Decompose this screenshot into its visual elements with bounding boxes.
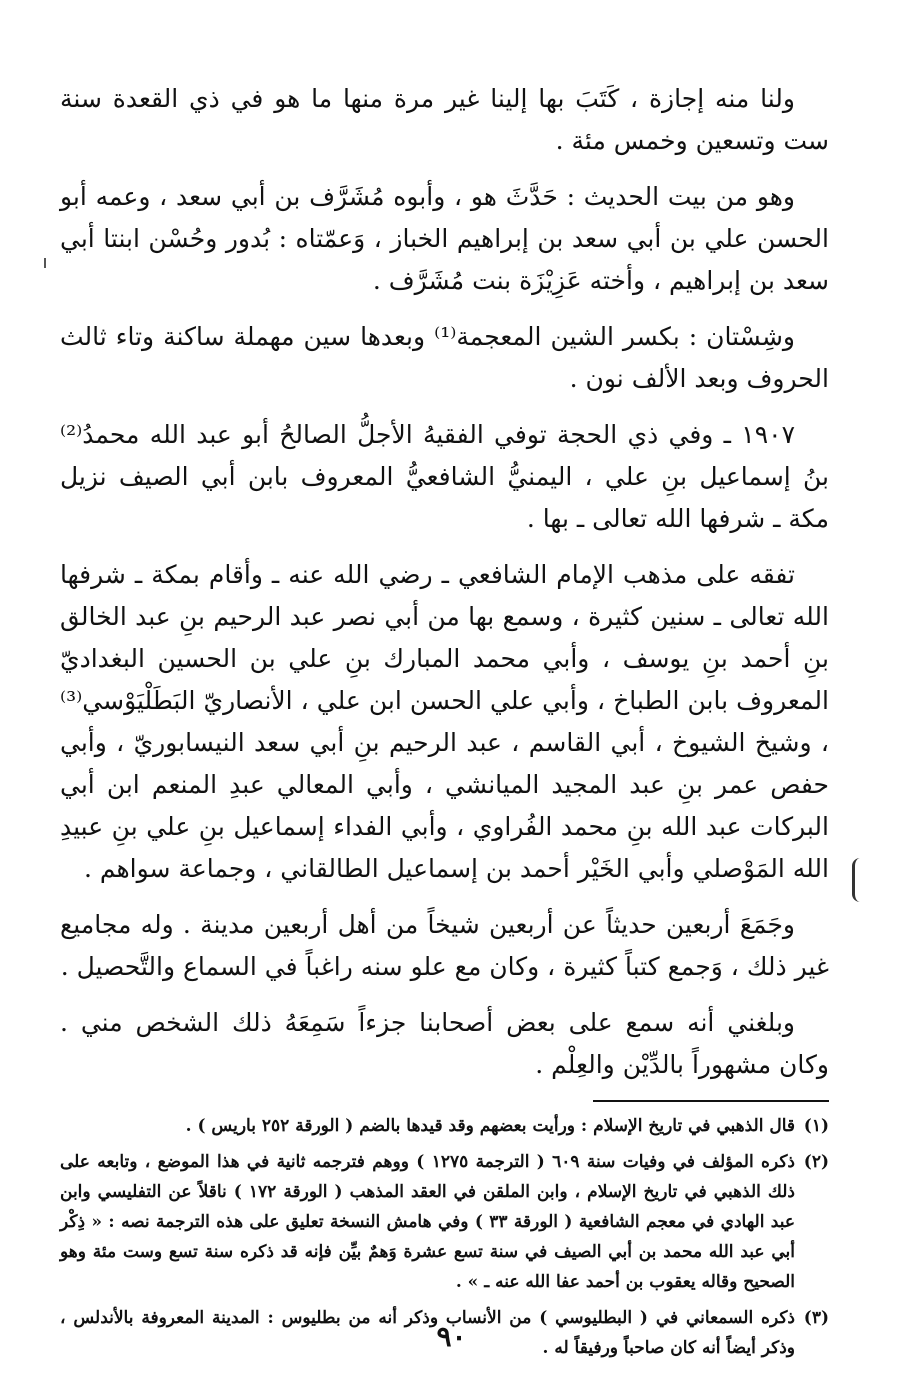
footnote-divider-wrap bbox=[60, 1100, 829, 1101]
footnote-number: (٣) bbox=[803, 1308, 829, 1328]
footnote-text: قال الذهبي في تاريخ الإسلام : ورأيت بعضهم وقد قيدها بالضم ( الورقة ٢٥٢ باريس ) . bbox=[185, 1116, 795, 1136]
footnote-1 bbox=[60, 1111, 829, 1141]
footnote-divider bbox=[593, 1100, 829, 1102]
footnote-2 bbox=[60, 1147, 829, 1297]
page-number: ٩٠ bbox=[436, 1320, 467, 1353]
footnote-number: (١) bbox=[803, 1116, 829, 1136]
paragraph-family: وهو من بيت الحديث : حَدَّثَ هو ، وأبوه مُشَرَّف بن أبي سعد ، وعمه أبو الحسن علي بن أبي سعد بن إبراهيم الخباز ، وَعمّتاه : بُدور وحُسْن ابنتا أبي سعد بن إبراهيم ، وأخته عَزِيْزَة بنت مُشَرَّف . bbox=[60, 182, 829, 295]
paragraph-ijaza: ولنا منه إجازة ، كَتَبَ بها إلينا غير مرة منها ما هو في ذي القعدة سنة ست وتسعين وخمس مئة . bbox=[60, 84, 829, 155]
margin-bracket-mark bbox=[852, 858, 869, 902]
margin-tick-mark bbox=[44, 258, 46, 268]
paragraph-teachers: تفقه على مذهب الإمام الشافعي ـ رضي الله عنه ـ وأقام بمكة ـ شرفها الله تعالى ـ سنين كثيرة ، وسمع بها من أبي نصر عبد الرحيم بنِ عبد الخالق بنِ أحمد بنِ يوسف ، وأبي محمد المبارك بنِ علي بن الحسين البغداديّ المعروف بابن الطباخ ، وأبي علي الحسن ابن علي ، الأنصاريّ البَطَلْيَوْسي⁽³⁾ ، وشيخ الشيوخ ، أبي القاسم ، عبد الرحيم بنِ أبي سعد النيسابوريّ ، وأبي حفص عمر بنِ عبد المجيد الميانشي ، وأبي المعالي عبدِ المنعم ابن أبي البركات عبد الله بنِ محمد الفُراوي ، وأبي الفداء إسماعيل بنِ علي بنِ عبيدِ الله المَوْصلي وأبي الخَيْر أحمد بن إسماعيل الطالقاني ، وجماعة سواهم . bbox=[60, 560, 829, 883]
main-text bbox=[60, 78, 829, 1086]
footnote-number: (٢) bbox=[803, 1152, 829, 1172]
paragraph-works: وجَمَعَ أربعين حديثاً عن أربعين شيخاً من أهل أربعين مدينة . وله مجاميع غير ذلك ، وَجمع كتباً كثيرة ، وكان مع علو سنه راغباً في السماع والتَّحصيل . bbox=[60, 910, 829, 981]
footnote-text: ذكره المؤلف في وفيات سنة ٦٠٩ ( الترجمة ١٢٧٥ ) ووهم فترجمه ثانية في هذا الموضع ، وتابعه على ذلك الذهبي في تاريخ الإسلام ، وابن الملقن في العقد المذهب ( الورقة ١٧٢ ) ناقلاً عن التفليسي وابن عبد الهادي في معجم الشافعية ( الورقة ٣٣ ) وفي هامش النسخة تعليق على هذه الترجمة نصه : « ذِكْر أبي عبد الله محمد بن أبي الصيف في سنة تسع عشرة وَهمٌ بيِّن فإنه قد ذكره سنة تسع وست مئة وهو الصحيح وقاله يعقوب بن أحمد عفا الله عنه ـ » . bbox=[60, 1152, 796, 1292]
paragraph-entry-1907: ١٩٠٧ ـ وفي ذي الحجة توفي الفقيهُ الأجلُّ الصالحُ أبو عبد الله محمدُ⁽²⁾ بنُ إسماعيل بنِ علي ، اليمنيُّ الشافعيُّ المعروف بابن أبي الصيف نزيل مكة ـ شرفها الله تعالى ـ بها . bbox=[60, 420, 829, 533]
paragraph-shistan: وشِسْتان : بكسر الشين المعجمة⁽¹⁾ وبعدها سين مهملة ساكنة وتاء ثالث الحروف وبعد الألف نون . bbox=[60, 322, 829, 393]
footnote-text: ذكره السمعاني في ( البطليوسي ) من الأنساب وذكر أنه من بطليوس : المدينة المعروفة بالأندلس ، وذكر أيضاً أنه كان صاحباً ورفيقاً له . bbox=[60, 1308, 795, 1358]
paragraph-reputation: وبلغني أنه سمع على بعض أصحابنا جزءاً سَمِعَهُ ذلك الشخص مني . وكان مشهوراً بالدِّيْن والعِلْم . bbox=[60, 1008, 829, 1079]
